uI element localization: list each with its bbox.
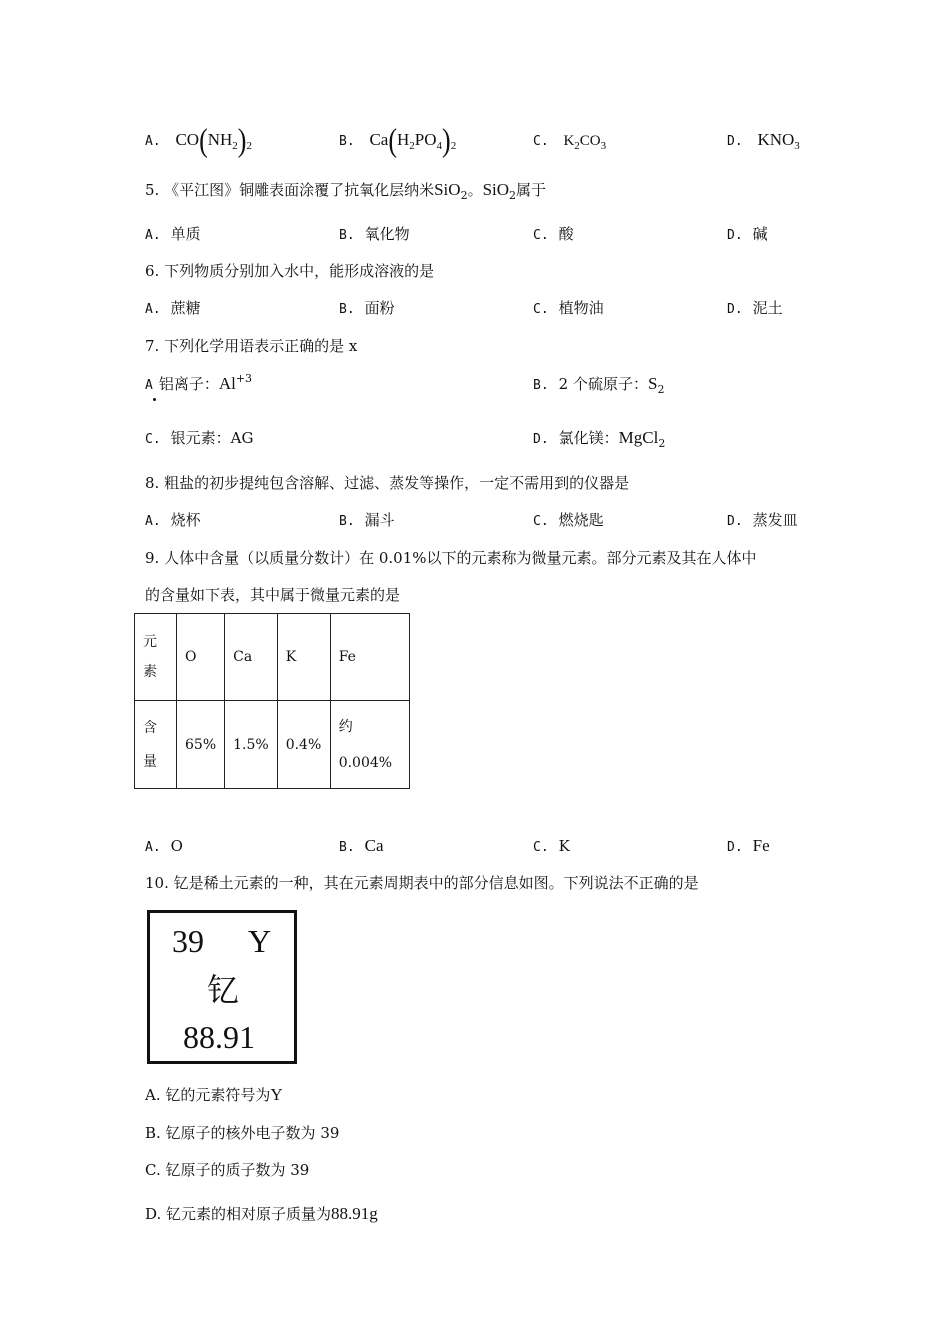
table-cell: K: [277, 614, 330, 701]
question-5: 5. 《平江图》铜雕表面涂覆了抗氧化层纳米SiO$_2$。SiO$_2$属于: [145, 180, 547, 202]
q10-option-d: D. 钇元素的相对原子质量为88.91g: [145, 1204, 378, 1223]
table-cell: 1.5%: [225, 701, 278, 789]
q4-option-d: [727, 130, 800, 152]
table-cell: Ca: [225, 614, 278, 701]
question-8: 8. 粗盐的初步提纯包含溶解、过滤、蒸发等操作，一定不需用到的仪器是: [145, 474, 630, 492]
q9-option-c: C. K: [533, 837, 570, 855]
q7-option-b: B. 2 个硫原子：$S_2$: [533, 374, 665, 396]
option-label: D.: [727, 134, 743, 149]
formula: $Ca(H_2PO_4)_2$: [369, 122, 457, 159]
table-header-cell: 含 量: [135, 701, 177, 789]
question-6: 6. 下列物质分别加入水中，能形成溶液的是: [145, 262, 435, 280]
q8-option-c: C. 燃烧匙: [533, 511, 604, 529]
q9-option-d: D. Fe: [727, 836, 770, 855]
formula: $KNO_3$: [757, 130, 800, 152]
q4-option-a: [145, 122, 252, 159]
table-cell: Fe: [330, 614, 409, 701]
q5-option-d: D. 碱: [727, 225, 768, 243]
q4-option-c: [533, 130, 606, 152]
question-9-line-2: 的含量如下表，其中属于微量元素的是: [145, 586, 401, 604]
table-cell: 65%: [177, 701, 225, 789]
formula: $K_2CO_3$: [563, 133, 607, 152]
q8-option-d: D. 蒸发皿: [727, 511, 798, 529]
question-7: 7. 下列化学用语表示正确的是 x: [145, 337, 358, 355]
table-cell: 约 0.004%: [330, 701, 409, 789]
table-row: [135, 614, 410, 701]
atomic-mass: 88.91: [183, 1019, 255, 1055]
q6-option-d: D. 泥土: [727, 299, 783, 317]
q9-option-a: A. O: [145, 837, 183, 855]
q7-option-a: A 铝离子：$Al^{+3}$: [145, 372, 253, 393]
question-10: 10. 钇是稀土元素的一种，其在元素周期表中的部分信息如图。下列说法不正确的是: [145, 874, 699, 892]
atomic-number: 39: [172, 923, 204, 959]
element-content-table: [134, 613, 410, 789]
element-symbol: Y: [248, 923, 272, 959]
q8-option-b: B. 漏斗: [339, 511, 395, 529]
q10-option-a: A. 钇的元素符号为Y: [145, 1085, 283, 1104]
formula: $CO(NH_2)_2$: [175, 122, 252, 159]
option-label: C.: [533, 134, 549, 149]
option-label: A.: [145, 134, 161, 149]
q6-option-a: A. 蔗糖: [145, 299, 201, 317]
q5-option-c: C. 酸: [533, 225, 574, 243]
q6-option-c: C. 植物油: [533, 299, 604, 317]
q5-option-a: A. 单质: [145, 225, 201, 243]
element-name: 钇: [207, 971, 240, 1009]
q5-option-b: B. 氧化物: [339, 225, 410, 243]
q10-option-c: C. 钇原子的质子数为 39: [145, 1161, 310, 1179]
q7-option-d: D. 氯化镁：MgCl$_2$: [533, 428, 666, 450]
q6-option-b: B. 面粉: [339, 299, 395, 317]
q9-option-b: B. Ca: [339, 836, 384, 855]
q8-option-a: A. 烧杯: [145, 511, 201, 529]
q4-option-b: [339, 122, 457, 159]
q10-option-b: B. 钇原子的核外电子数为 39: [145, 1124, 340, 1142]
stray-dot: [153, 398, 156, 401]
question-9-line-1: 9. 人体中含量（以质量分数计）在 0.01%以下的元素称为微量元素。部分元素及其在人体中: [145, 549, 757, 567]
table-cell: O: [177, 614, 225, 701]
table-row: [135, 701, 410, 789]
option-label: B.: [339, 134, 355, 149]
q7-option-c: C. 银元素：AG: [145, 429, 254, 447]
periodic-table-tile: [147, 910, 297, 1064]
table-cell: 0.4%: [277, 701, 330, 789]
table-header-cell: 元 素: [135, 614, 177, 701]
